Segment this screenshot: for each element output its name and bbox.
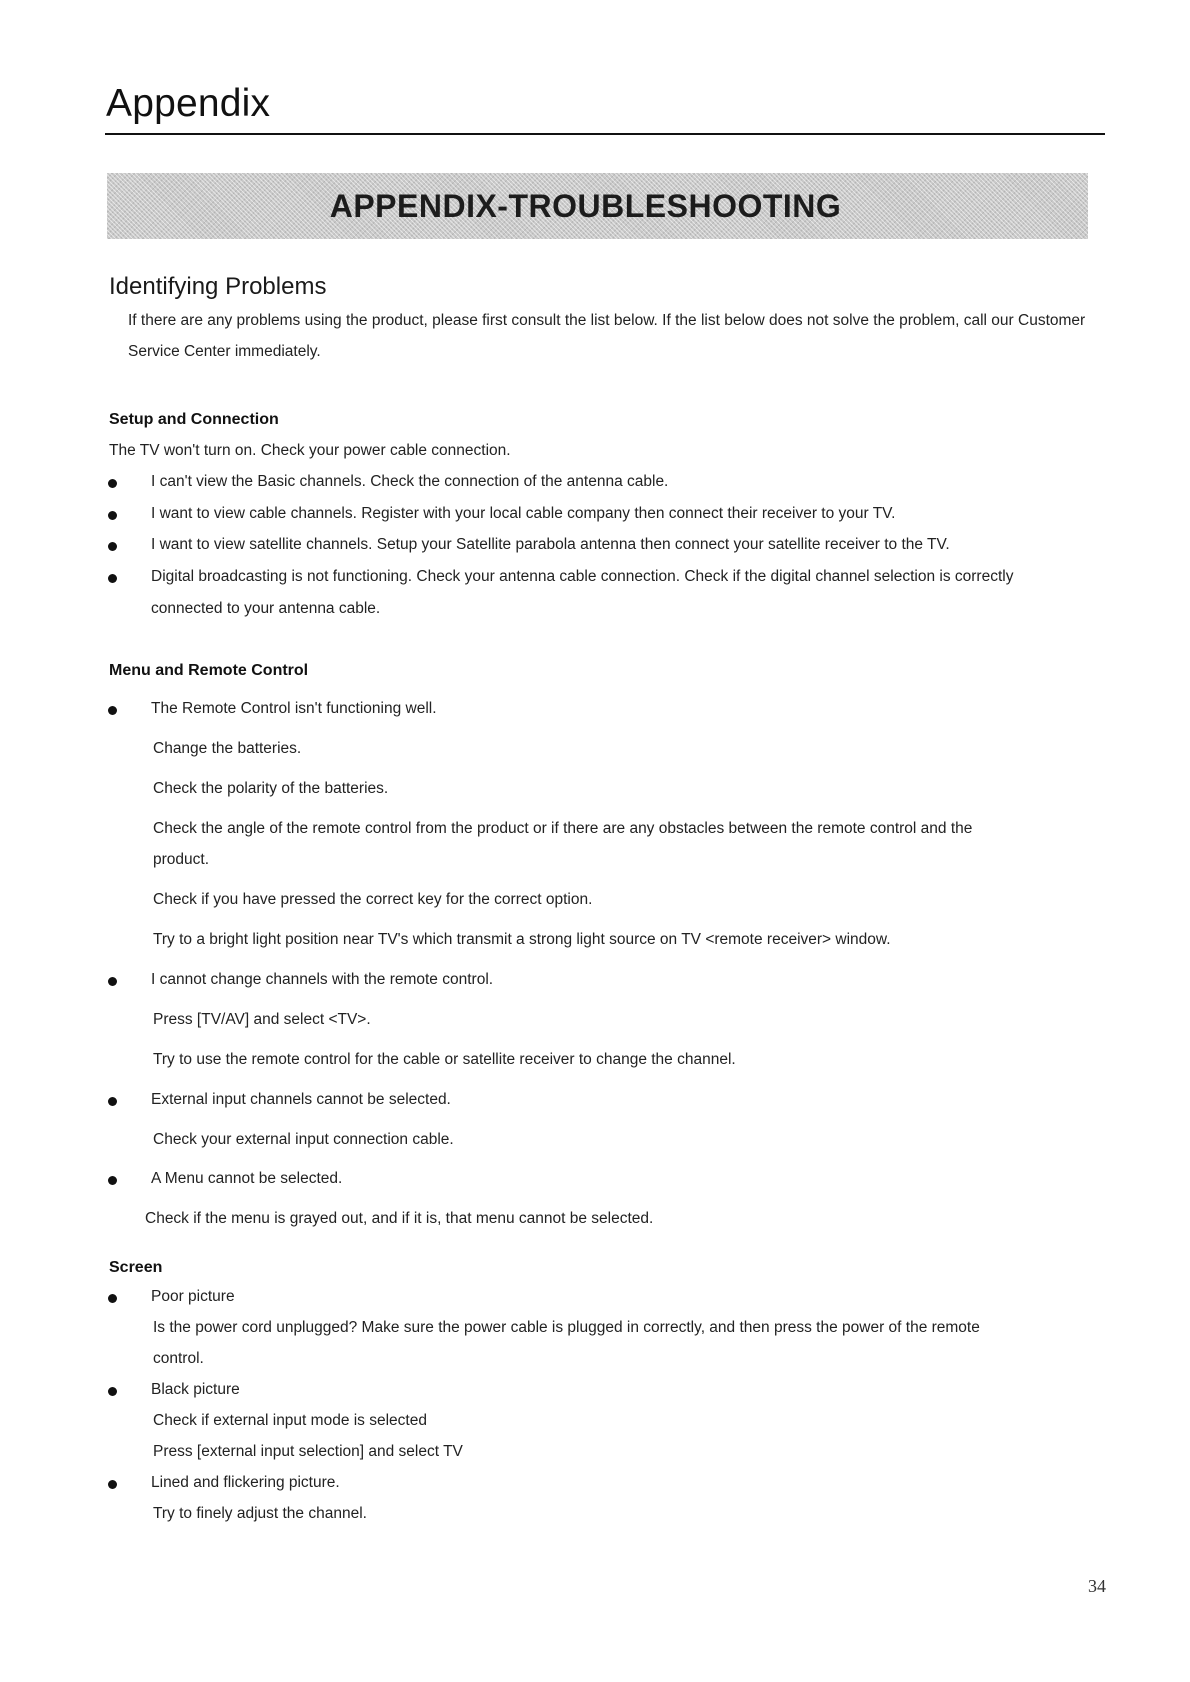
menu-line: Check if you have pressed the correct key for the correct option.: [153, 891, 593, 908]
screen-line: control.: [153, 1350, 204, 1367]
menu-line: Change the batteries.: [153, 740, 302, 757]
setup-heading: Setup and Connection: [109, 411, 279, 428]
bullet-icon: [108, 977, 117, 986]
menu-line: Try to use the remote control for the cable or satellite receiver to change the channel.: [153, 1051, 736, 1068]
menu-line: A Menu cannot be selected.: [151, 1170, 343, 1187]
bullet-icon: [108, 706, 117, 715]
section-banner: [107, 173, 1088, 239]
menu-line: Check the angle of the remote control from the product or if there are any obstacles between the remote control and the: [153, 820, 973, 837]
banner-text: APPENDIX-TROUBLESHOOTING: [329, 187, 842, 224]
menu-line: Press [TV/AV] and select <TV>.: [153, 1011, 371, 1028]
bullet-icon: [108, 479, 117, 488]
bullet-icon: [108, 1097, 117, 1106]
menu-line: Check your external input connection cable.: [153, 1131, 454, 1148]
menu-line: Check the polarity of the batteries.: [153, 780, 389, 797]
screen-line: Poor picture: [151, 1288, 235, 1305]
screen-line: Press [external input selection] and select TV: [153, 1443, 463, 1460]
menu-line: The Remote Control isn't functioning well.: [151, 700, 437, 717]
setup-item: I can't view the Basic channels. Check the connection of the antenna cable.: [151, 473, 669, 490]
page-number: 34: [1088, 1576, 1106, 1596]
setup-item-continued: connected to your antenna cable.: [151, 600, 381, 617]
setup-first-line: The TV won't turn on. Check your power cable connection.: [109, 442, 511, 459]
menu-line: External input channels cannot be selected.: [151, 1091, 451, 1108]
bullet-icon: [108, 1176, 117, 1185]
setup-item: I want to view satellite channels. Setup your Satellite parabola antenna then connect your satellite receiver to the TV.: [151, 536, 950, 553]
screen-line: Check if external input mode is selected: [153, 1412, 427, 1429]
bullet-icon: [108, 1387, 117, 1396]
bullet-icon: [108, 1294, 117, 1303]
menu-heading: Menu and Remote Control: [109, 662, 309, 679]
menu-line: product.: [153, 851, 210, 868]
menu-line: I cannot change channels with the remote control.: [151, 971, 494, 988]
menu-line: Try to a bright light position near TV's which transmit a strong light source on TV <remote receiver> window.: [153, 931, 891, 948]
screen-heading: Screen: [109, 1259, 163, 1276]
bullet-icon: [108, 511, 117, 520]
setup-item: I want to view cable channels. Register with your local cable company then connect their receiver to your TV.: [151, 505, 896, 522]
screen-line: Black picture: [151, 1381, 240, 1398]
section-title: Identifying Problems: [109, 273, 327, 300]
page-title: Appendix: [106, 82, 271, 125]
screen-line: Try to finely adjust the channel.: [153, 1505, 367, 1522]
screen-line: Is the power cord unplugged? Make sure the power cable is plugged in correctly, and then press the power of the remote: [153, 1319, 980, 1336]
screen-line: Lined and flickering picture.: [151, 1474, 340, 1491]
setup-item: Digital broadcasting is not functioning. Check your antenna cable connection. Check if the digital channel selection is correctly: [151, 568, 1014, 585]
title-rule: [105, 133, 1105, 135]
bullet-icon: [108, 1480, 117, 1489]
bullet-icon: [108, 542, 117, 551]
menu-line: Check if the menu is grayed out, and if it is, that menu cannot be selected.: [145, 1210, 654, 1227]
bullet-icon: [108, 574, 117, 583]
intro-paragraph: If there are any problems using the product, please first consult the list below. If the list below does not solve the problem, call our Customer Service Center immediately.: [128, 312, 1086, 360]
